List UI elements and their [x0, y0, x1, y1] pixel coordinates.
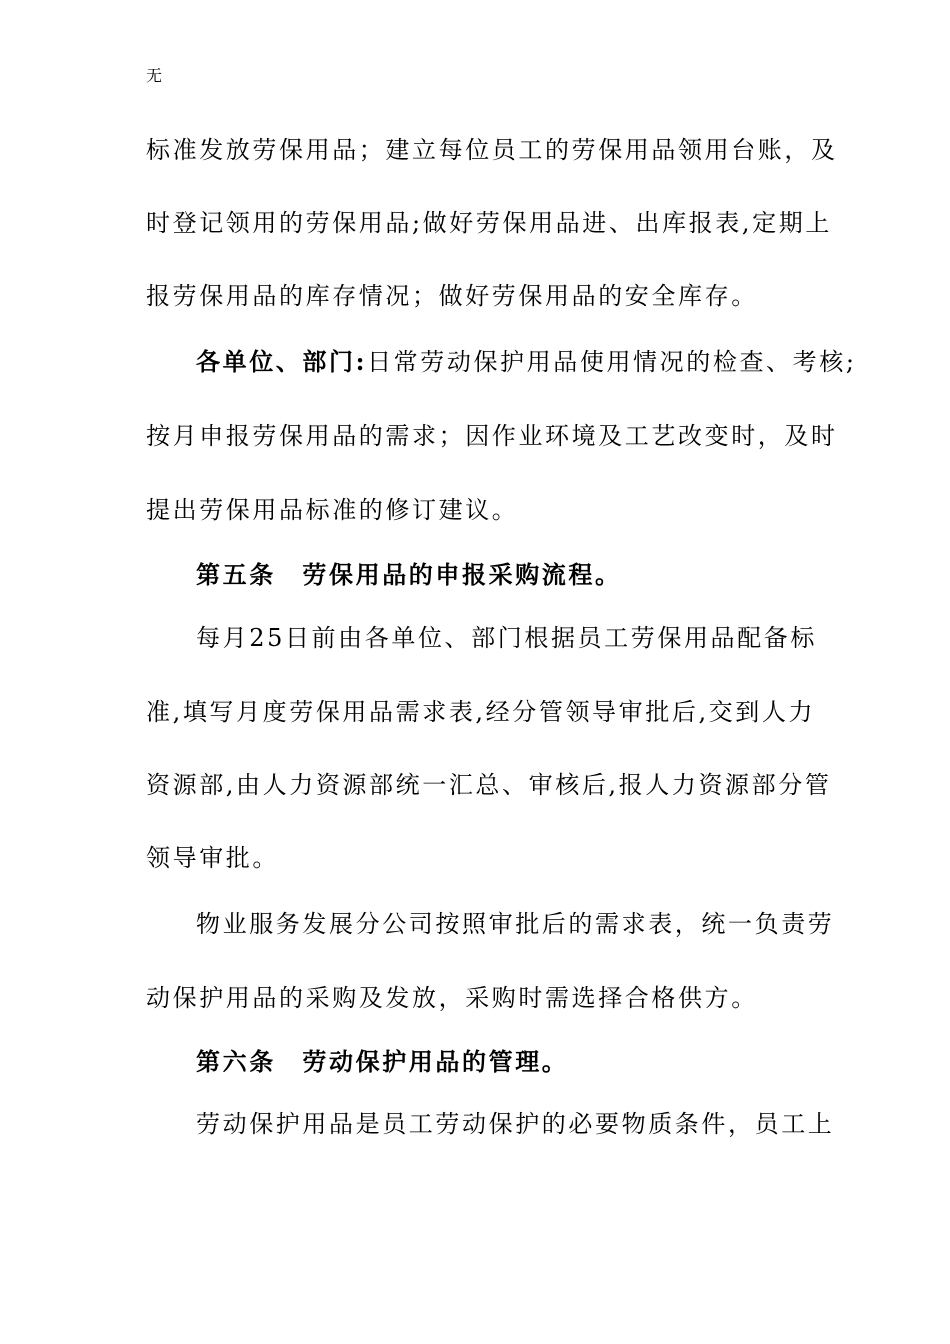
body-line: 按月申报劳保用品的需求；因作业环境及工艺改变时，及时 [146, 422, 838, 450]
dept-responsibility-line [196, 342, 857, 382]
dept-text: 日常劳动保护用品使用情况的检查、考核; [367, 348, 857, 376]
body-line: 准,填写月度劳保用品需求表,经分管领导审批后,交到人力 [146, 698, 816, 726]
body-line: 劳动保护用品是员工劳动保护的必要物质条件，员工上 [196, 1110, 835, 1138]
body-line: 领导审批。 [146, 844, 279, 872]
article-5-heading: 第五条 劳保用品的申报采购流程。 [196, 560, 622, 589]
body-line: 提出劳保用品标准的修订建议。 [146, 496, 519, 524]
body-line: 时登记领用的劳保用品;做好劳保用品进、出库报表,定期上 [146, 209, 832, 237]
article-6-heading: 第六条 劳动保护用品的管理。 [196, 1047, 569, 1076]
body-line: 动保护用品的采购及发放，采购时需选择合格供方。 [146, 984, 758, 1012]
body-line: 物业服务发展分公司按照审批后的需求表，统一负责劳 [196, 910, 835, 938]
body-line: 标准发放劳保用品；建立每位员工的劳保用品领用台账，及 [146, 136, 838, 164]
body-line: 每月25日前由各单位、部门根据员工劳保用品配备标 [196, 624, 817, 652]
body-line: 报劳保用品的库存情况；做好劳保用品的安全库存。 [146, 282, 758, 310]
body-line: 资源部,由人力资源部统一汇总、审核后,报人力资源部分管 [146, 771, 832, 799]
page-header: 无 [146, 66, 163, 85]
dept-label: 各单位、部门: [196, 347, 368, 376]
